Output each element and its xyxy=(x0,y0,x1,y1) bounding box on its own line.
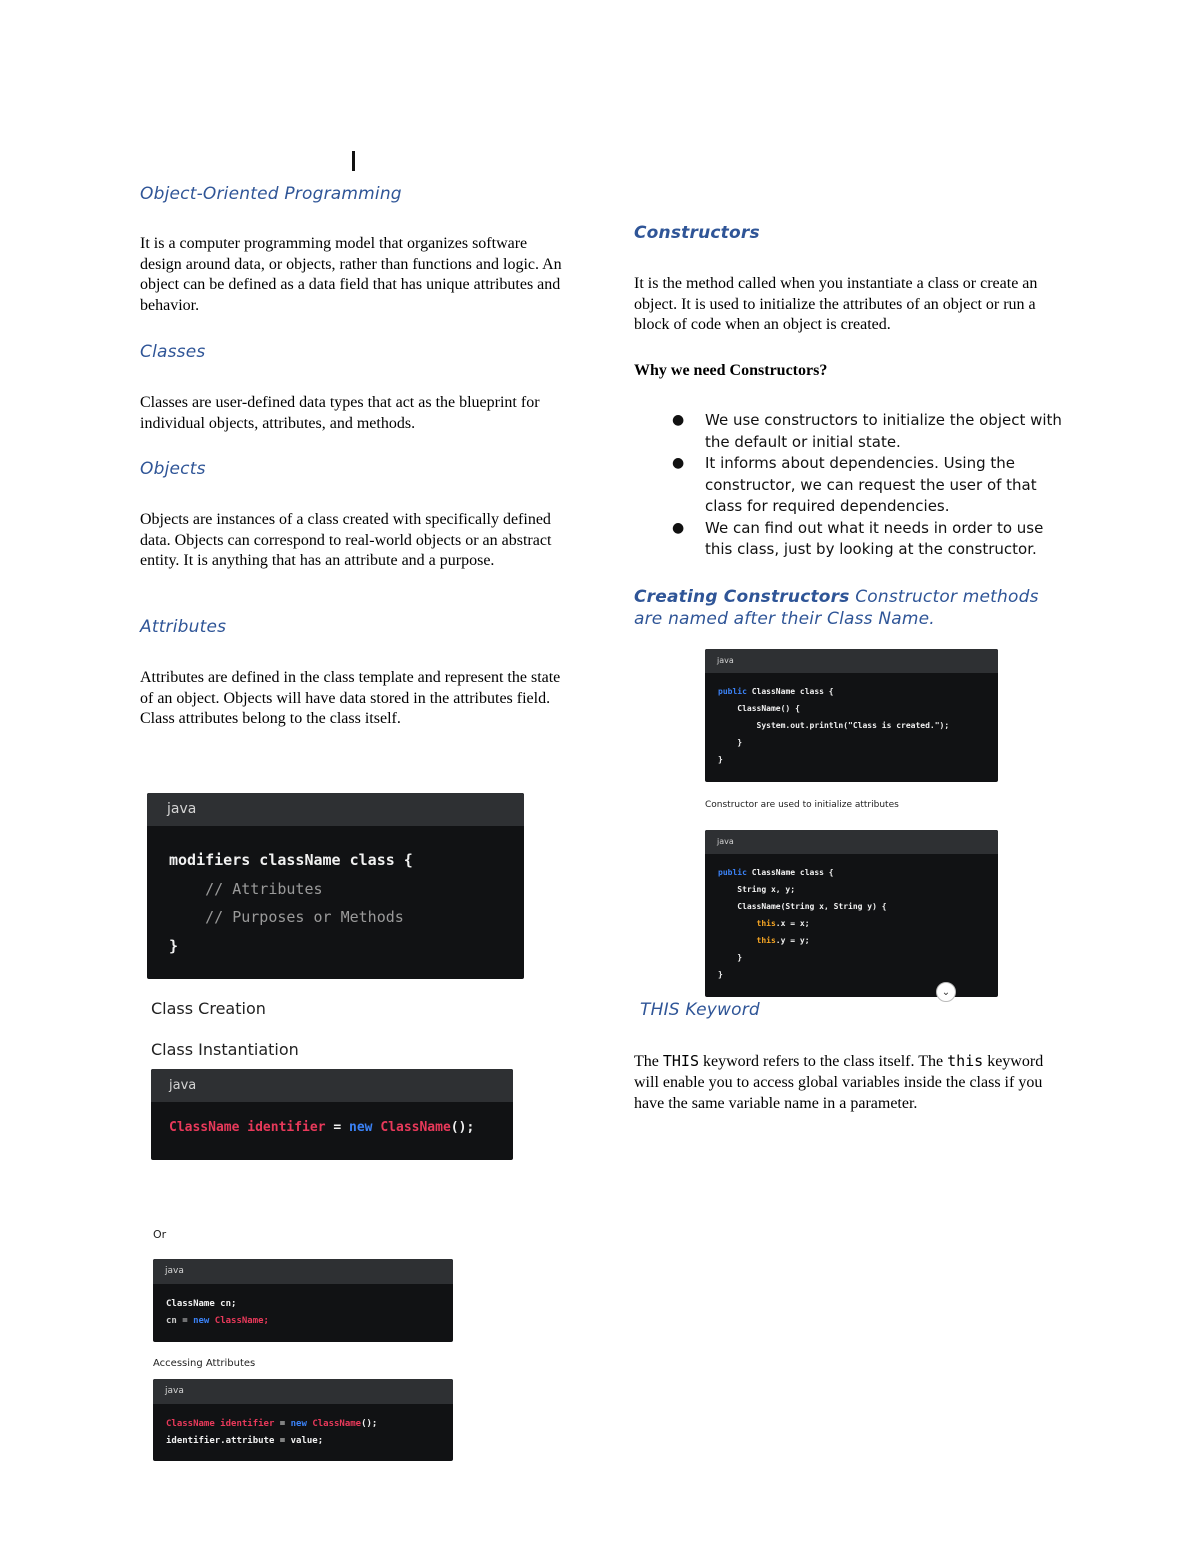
code-lang-label: java xyxy=(705,830,998,854)
code-comment: // Purposes or Methods xyxy=(169,908,404,926)
bullet-icon: ● xyxy=(672,412,685,428)
code-lang-label: java xyxy=(151,1069,513,1102)
code-lang-label: java xyxy=(705,649,998,673)
why-bullet-list xyxy=(634,410,1064,561)
code-block-instantiation xyxy=(151,1069,513,1160)
this-keyword-paragraph: The THIS keyword refers to the class itself. The this keyword will enable you to access global variables inside the class if you have the same variable name in a parameter. xyxy=(634,1052,1044,1112)
oop-heading: Object-Oriented Programming xyxy=(140,184,402,204)
oop-paragraph: It is a computer programming model that organizes software design around data, or objects, rather than functions and logic. An object can be defined as a data field that has unique attributes and behavior. xyxy=(140,235,562,314)
list-item: ● It informs about dependencies. Using the constructor, we can request the user of that class for required dependencies. xyxy=(672,454,1037,515)
caption-constructor-attributes: Constructor are used to initialize attributes xyxy=(705,800,899,810)
classes-heading: Classes xyxy=(140,342,206,362)
classes-paragraph: Classes are user-defined data types that act as the blueprint for individual objects, attributes, and methods. xyxy=(140,394,540,432)
code-lang-label: java xyxy=(153,1379,453,1404)
code-line: } xyxy=(169,936,179,955)
bullet-icon: ● xyxy=(672,455,685,471)
scroll-down-icon[interactable]: ⌄ xyxy=(936,982,956,1002)
objects-heading: Objects xyxy=(140,459,206,479)
objects-paragraph: Objects are instances of a class created with specifically defined data. Objects can correspond to real-world objects or an abstract entity. It is anything that has an attribute and a purpose. xyxy=(140,511,552,569)
caption-accessing-attributes: Accessing Attributes xyxy=(153,1358,256,1369)
constructors-paragraph: It is the method called when you instantiate a class or create an object. It is used to initialize the attributes of an object or run a block of code when an object is created. xyxy=(634,275,1038,333)
code-line: ClassName() { xyxy=(718,704,800,713)
code-token: ClassName xyxy=(372,1120,451,1135)
caption-or: Or xyxy=(153,1228,167,1241)
constructors-heading: Constructors xyxy=(634,223,760,243)
code-line: } xyxy=(718,970,723,979)
code-block-constructor xyxy=(705,649,998,782)
creating-constructors-heading: Creating Constructors Constructor methods are named after their Class Name. xyxy=(634,587,1039,629)
attributes-paragraph: Attributes are defined in the class template and represent the state of an object. Objects will have data stored in the attributes field. Class attributes belong to the class itself. xyxy=(140,669,561,727)
code-line: } xyxy=(718,953,743,962)
bullet-icon: ● xyxy=(672,519,685,536)
code-line: modifiers className class { xyxy=(169,851,413,869)
attributes-heading: Attributes xyxy=(140,617,227,637)
code-line: String x, y; xyxy=(718,885,796,894)
code-line: identifier.attribute = value; xyxy=(166,1436,324,1446)
code-line: this.y = y; xyxy=(718,936,810,945)
code-keyword: new xyxy=(349,1120,373,1135)
code-token: (); xyxy=(450,1120,475,1135)
code-line: ClassName identifier = new ClassName(); xyxy=(166,1419,378,1429)
code-lang-label: java xyxy=(153,1259,453,1284)
code-line: public ClassName class { xyxy=(718,687,834,696)
list-item: ● We use constructors to initialize the object with the default or initial state. xyxy=(672,411,1062,451)
caption-class-creation: Class Creation xyxy=(151,999,266,1018)
code-block-alt-instantiation xyxy=(153,1259,453,1342)
code-line: } xyxy=(718,755,723,764)
code-block-class-creation xyxy=(147,793,524,979)
code-line: cn = new ClassName; xyxy=(166,1316,269,1326)
code-line: this.x = x; xyxy=(718,919,810,928)
code-line: public ClassName class { xyxy=(718,868,834,877)
code-line: System.out.println("Class is created."); xyxy=(718,721,950,730)
code-token: = xyxy=(325,1120,350,1135)
code-token: ClassName identifier xyxy=(169,1120,326,1135)
list-item: ● We can find out what it needs in order to use this class, just by looking at the constructor. xyxy=(672,518,1044,558)
code-comment: // Attributes xyxy=(169,879,323,898)
code-block-accessing xyxy=(153,1379,453,1461)
this-keyword-heading: THIS Keyword xyxy=(640,1000,760,1020)
caption-class-instantiation: Class Instantiation xyxy=(151,1040,299,1059)
code-line: } xyxy=(718,738,743,747)
why-heading: Why we need Constructors? xyxy=(634,362,828,379)
code-line: ClassName(String x, String y) { xyxy=(718,902,887,911)
code-block-constructor-params xyxy=(705,830,998,997)
code-line: ClassName cn; xyxy=(166,1299,237,1309)
code-lang-label: java xyxy=(147,793,524,826)
text-cursor xyxy=(352,151,355,171)
